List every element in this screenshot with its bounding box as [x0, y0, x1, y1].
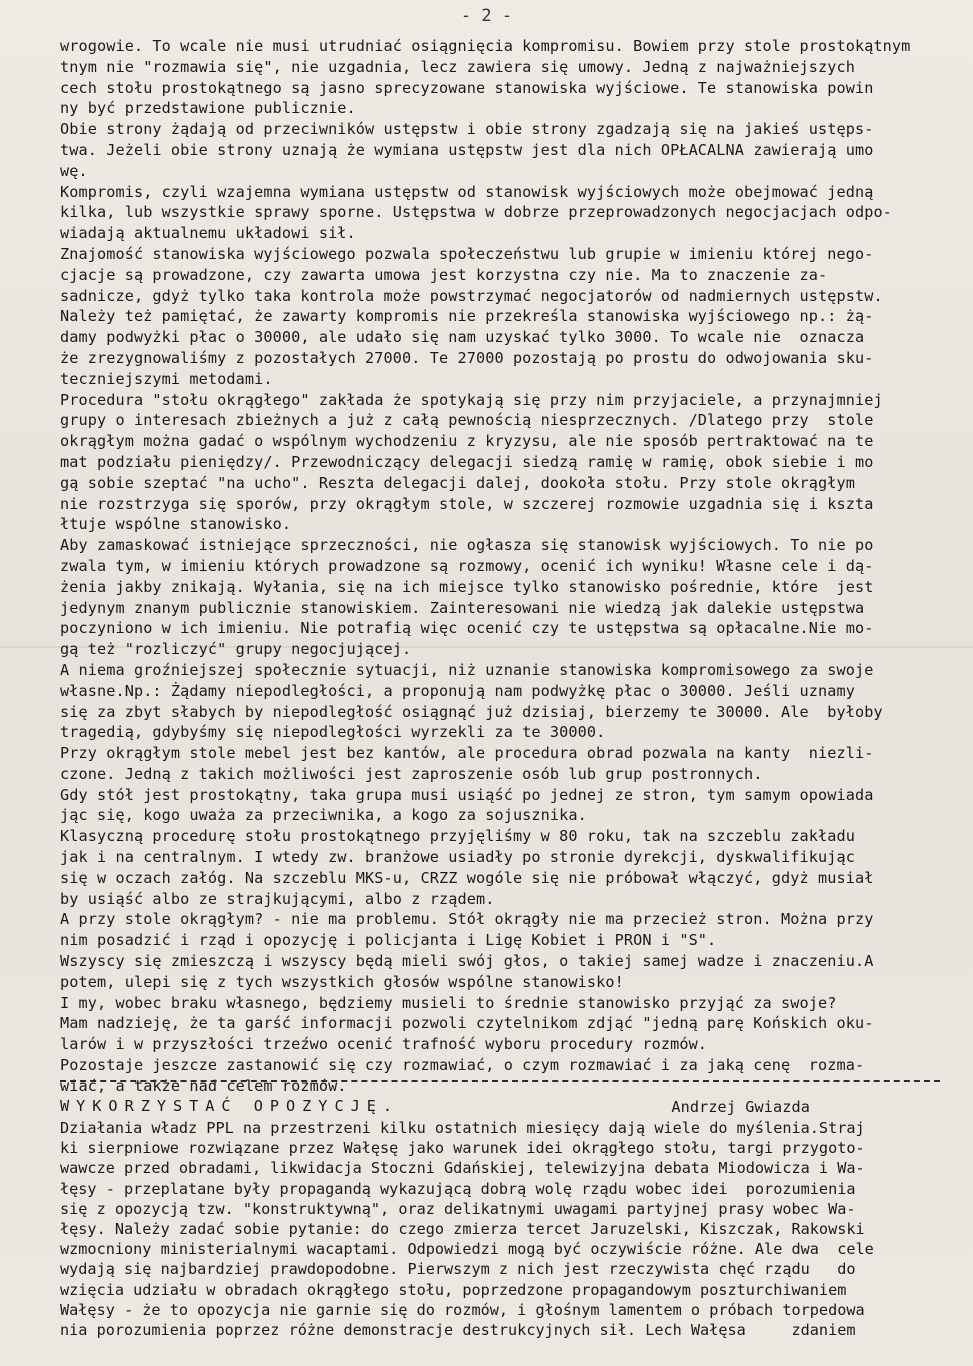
text-line: poczyniono w ich imieniu. Nie potrafią więc ocenić czy te ustępstwa są opłacalne.Nie mo- [60, 619, 874, 638]
text-line: nim posadzić i rząd i opozycję i policjanta i Ligę Kobiet i PRON i "S". [60, 931, 717, 950]
text-line: teczniejszymi metodami. [60, 369, 273, 388]
text-line: Kompromis, czyli wzajemna wymiana ustępstw od stanowisk wyjściowych może obejmować jedną [60, 182, 874, 201]
text-line: wiać, a także nad celem rozmów. [60, 1076, 347, 1095]
text-line: Przy okrągłym stole mebel jest bez kantów, ale procedura obrad pozwala na kanty niezli- [60, 744, 874, 763]
text-line: łtuje wspólne stanowisko. [60, 515, 292, 534]
text-line: zwala tym, w imieniu których prowadzone są rozmowy, ocenić ich wyniku! Własne cele i dą- [60, 556, 874, 575]
text-line: Procedura "stołu okrągłego" zakłada że spotykają się przy nim przyjaciele, a przynajmniej [60, 390, 883, 409]
text-line: wiadają aktualnemu układowi sił. [60, 224, 356, 243]
text-line: Klasyczną procedurę stołu prostokątnego przyjęliśmy w 80 roku, tak na szczeblu zakładu [60, 827, 855, 846]
text-line: grupy o interesach zbieżnych a już z całą pewnością niesprzecznych. /Dlatego przy stole [60, 411, 874, 430]
dashed-separator [60, 1080, 940, 1082]
text-line: Aby zamaskować istniejące sprzeczności, nie ogłasza się stanowisk wyjściowych. To nie po [60, 536, 874, 555]
text-line: tragedią, gdybyśmy się niepodległości wyrzekli za te 30000. [60, 723, 606, 742]
text-line: wzięcia udziału w obradach okrągłego stołu, poprzedzone propagandowym poszturchiwaniem [60, 1280, 847, 1299]
text-line: jedynym znanym publicznie stanowiskiem. Zainteresowani nie wiedzą jak dalekie ustępstwa [60, 598, 865, 617]
text-line: wawcze przed obradami, likwidacja Stoczni Gdańskiej, telewizyjna debata Miodowicza i Wa- [60, 1159, 865, 1178]
text-line: larów i w przyszłości trzeźwo ocenić trafność wyboru procedury rozmów. [60, 1035, 708, 1054]
text-line: własne.Np.: Żądamy niepodległości, a proponują nam podwyżkę płac o 30000. Jeśli uznamy [60, 681, 855, 700]
text-line: się z opozycją tzw. "konstruktywną", oraz delikatnymi uwagami partyjnej prasy wobec Wa- [60, 1199, 856, 1218]
text-line: łęsy - przeplatane były propagandą wykazującą dobrą wolę rządu wobec idei porozumienia [60, 1179, 856, 1198]
text-line: wydają się najbardziej prawdopodobne. Pierwszym z nich jest rzeczywista chęć rządu do [60, 1260, 856, 1279]
text-line: A przy stole okrągłym? - nie ma problemu. Stół okrągły nie ma przecież stron. Można przy [60, 910, 874, 929]
text-line: A niema groźniejszej społecznie sytuacji, niż uznanie stanowiska kompromisowego za swoje [60, 660, 874, 679]
text-line: Wszyscy się zmieszczą i wszyscy będą mieli swój głos, o takiej samej wadze i znaczeniu.A [60, 952, 874, 971]
text-line: Działania władz PPL na przestrzeni kilku ostatnich miesięcy dają wiele do myślenia.Straj [60, 1119, 865, 1137]
second-article [60, 1096, 940, 1340]
text-line: wzmocniony ministerialnymi wacaptami. Odpowiedzi mogą być oczywiście różne. Ale dwa cele [60, 1240, 874, 1259]
text-line: Gdy stół jest prostokątny, taka grupa musi usiąść po jednej ze stron, tym samym opowiada [60, 785, 874, 804]
text-line: cjacje są prowadzone, czy zawarta umowa jest korzystna czy nie. Ma to znaczenie za- [60, 265, 828, 284]
text-line: Wałęsy - że to opozycja nie garnie się do rozmów, i głośnym lamentem o próbach torpedowa [60, 1300, 865, 1319]
text-line: damy podwyżki płac o 30000, ale udało się nam uzyskać tylko 3000. To wcale nie oznacza [60, 328, 865, 347]
text-line: ki sierpniowe rozwiązane przez Wałęsę jako warunek idei okrągłego stołu, targi przygoto- [60, 1139, 865, 1158]
text-line: wrogowie. To wcale nie musi utrudniać osiągnięcia kompromisu. Bowiem przy stole prostokątnym [60, 37, 911, 55]
text-line: mat podziału pieniędzy/. Przewodniczący delegacji siedzą ramię w ramię, obok siebie i mo [60, 452, 874, 471]
text-line: jak i na centralnym. I wtedy zw. branżowe usiadły po stronie dyrekcji, dyskwalifikując [60, 848, 855, 867]
text-line: Należy też pamiętać, że zawarty kompromis nie przekreśla stanowiska wyjściowego np.: żą- [60, 307, 874, 326]
text-line: gą sobie szeptać "na ucho". Reszta delegacji dalej, dookoła stołu. Przy stole okrągłym [60, 473, 855, 492]
second-article-heading: WYKORZYSTAĆ OPOZYCJĘ. [60, 1097, 400, 1115]
text-line: I my, wobec braku własnego, będziemy musieli to średnie stanowisko przyjąć za swoje? [60, 993, 837, 1012]
text-line: tnym nie "rozmawia się", nie uzgadnia, lecz zawiera się umowy. Jedną z najważniejszych [60, 57, 855, 76]
text-line: łęsy. Należy zadać sobie pytanie: do czego zmierza tercet Jaruzelski, Kiszczak, Rakowski [60, 1219, 865, 1238]
text-line: Znajomość stanowiska wyjściowego pozwala społeczeństwu lub grupie w imieniu której nego- [60, 244, 874, 263]
text-line: się za zbyt słabych by niepodległość osiągnąć już dzisiaj, bierzemy te 30000. Ale byłoby [60, 702, 883, 721]
text-line: cech stołu prostokątnego są jasno sprecyzowane stanowiska wyjściowe. Te stanowiska powin [60, 78, 874, 97]
text-line: ny być przedstawione publicznie. [60, 99, 356, 118]
text-line: się w oczach załóg. Na szczeblu MKS-u, CRZZ wogóle się nie próbował włączyć, gdyż musiał [60, 868, 874, 887]
text-line: że zrezygnowaliśmy z pozostałych 27000. Te 27000 pozostają po prostu do odwojowania sku- [60, 348, 874, 367]
text-line: kilka, lub wszystkie sprawy sporne. Ustępstwa w dobrze przeprowadzonych negocjacjach odpo- [60, 203, 892, 222]
text-line: czone. Jedną z takich możliwości jest zaproszenie osób lub grup postronnych. [60, 764, 763, 783]
text-line: twa. Jeżeli obie strony uznają że wymiana ustępstw jest dla nich OPŁACALNA zawierają umo [60, 140, 874, 159]
author-signature: Andrzej Gwiazda [671, 1097, 810, 1116]
text-line: sadnicze, gdyż tylko taka kontrola może powstrzymać negocjatorów od nadmiernych ustępstw. [60, 286, 883, 305]
article-body [60, 36, 940, 1117]
text-line: żenia jakby znikają. Wyłania, się na ich miejsce tylko stanowisko pośrednie, które jest [60, 577, 874, 596]
text-line: Pozostaje jeszcze zastanowić się czy rozmawiać, o czym rozmawiać i za jaką cenę rozma- [60, 1056, 865, 1075]
page-number: - 2 - [460, 6, 513, 26]
text-line: Mam nadzieję, że ta garść informacji pozwoli czytelnikom zdjąć "jedną parę Końskich oku- [60, 1014, 874, 1033]
text-line: okrągłym można gadać o wspólnym wychodzeniu z kryzysu, ale nie sposób pertraktować na te [60, 432, 874, 451]
second-article-body [60, 1118, 940, 1340]
text-line: jąc się, kogo uważa za przeciwnika, a kogo za sojusznika. [60, 806, 587, 825]
text-line: gą też "rozliczyć" grupy negocjującej. [60, 640, 412, 659]
text-line: wę. [60, 161, 88, 180]
text-line: nie rozstrzyga się sporów, przy okrągłym stole, w szczerej rozmowie uzgadnia się i kszta [60, 494, 874, 513]
text-line: nia porozumienia poprzez różne demonstracje destrukcyjnych sił. Lech Wałęsa zdaniem [60, 1320, 856, 1339]
text-line: by usiąść albo ze strajkującymi, albo z rządem. [60, 889, 495, 908]
text-line: Obie strony żądają od przeciwników ustępstw i obie strony zgadzają się na jakieś ustęps- [60, 120, 874, 139]
text-line: potem, ulepi się z tych wszystkich głosów wspólne stanowisko! [60, 972, 624, 991]
